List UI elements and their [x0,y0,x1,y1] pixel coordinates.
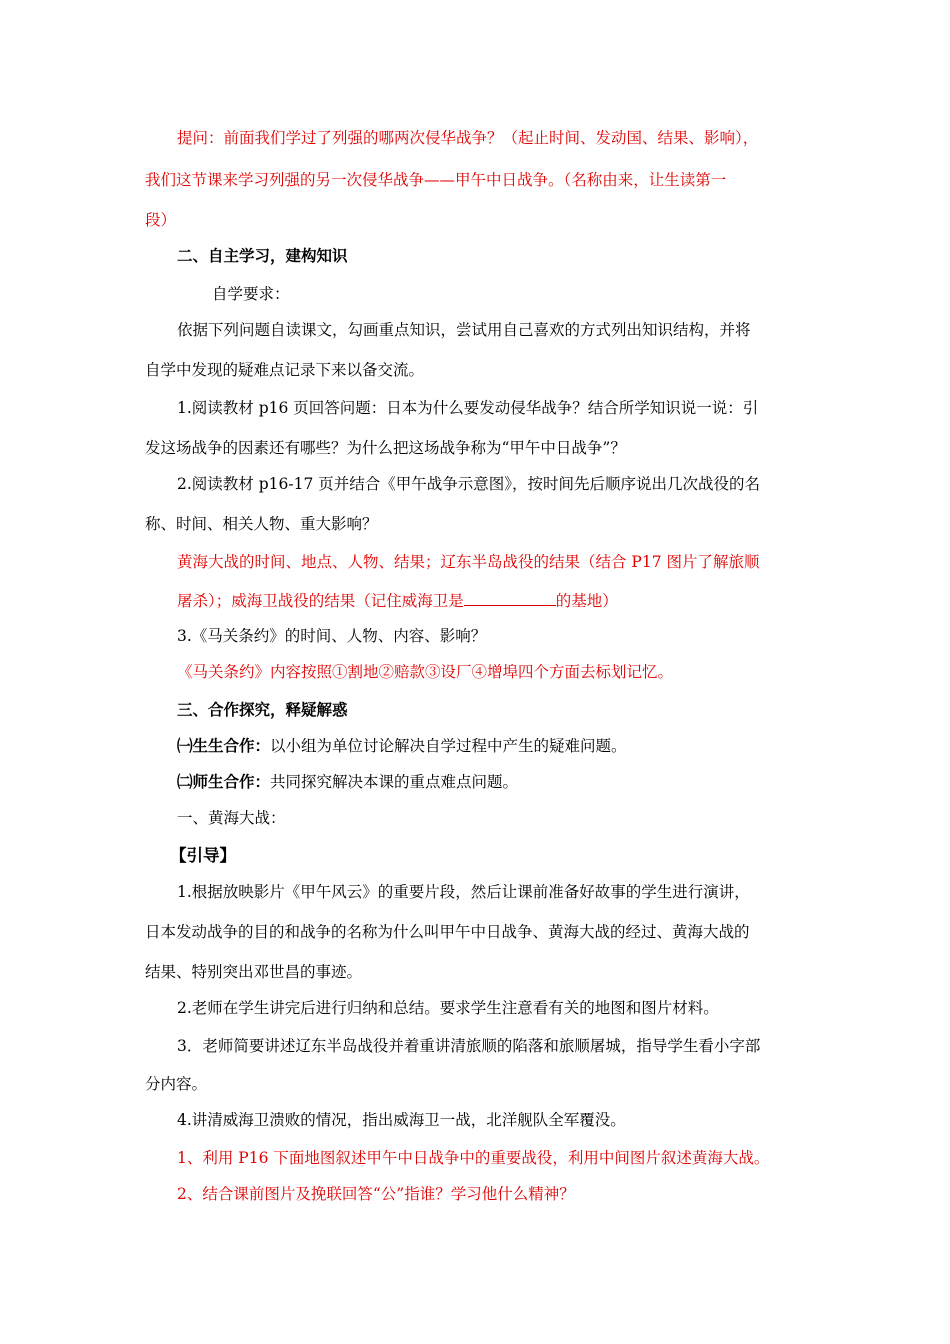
guide-1-line-1: 1.根据放映影片《甲午风云》的重要片段，然后让课前准备好故事的学生进行演讲， [177,883,750,901]
cooperation-2 [177,772,518,792]
section-heading-2: 二、自主学习，建构知识 [177,247,348,265]
emphasis-1-line-1: 黄海大战的时间、地点、人物、结果；辽东半岛战役的结果（结合 P17 图片了解旅顺 [177,553,760,571]
item-3: 3.《马关条约》的时间、人物、内容、影响？ [177,627,487,645]
requirement-line-1: 依据下列问题自读课文，勾画重点知识，尝试用自己喜欢的方式列出知识结构，并将 [177,321,751,339]
requirement-line-2: 自学中发现的疑难点记录下来以备交流。 [145,361,425,379]
emphasis-1-line-2 [177,590,618,611]
guide-label: 【引导】 [170,846,236,865]
guide-4: 4.讲清威海卫溃败的情况，指出威海卫一战，北洋舰队全军覆没。 [177,1111,626,1129]
emphasis-3: 1、利用 P16 下面地图叙述甲午中日战争中的重要战役，利用中间图片叙述黄海大战。 [177,1149,770,1167]
requirement-label: 自学要求： [212,285,290,303]
section-heading-3: 三、合作探究，释疑解惑 [177,701,348,719]
question-line-3: 段） [145,211,177,229]
guide-3-line-2: 分内容。 [145,1075,208,1093]
question-line-1: 提问：前面我们学过了列强的哪两次侵华战争？（起止时间、发动国、结果、影响）， [177,129,759,147]
emphasis-2: 《马关条约》内容按照①割地②赔款③设厂④增埠四个方面去标划记忆。 [177,663,674,681]
item-2-line-2: 称、时间、相关人物、重大影响？ [145,515,378,533]
emphasis-1-prefix: 屠杀）；威海卫战役的结果（记住威海卫是 [177,592,464,610]
cooperation-1 [177,736,627,756]
cooperation-1-text: 以小组为单位讨论解决自学过程中产生的疑难问题。 [270,737,627,755]
item-1-line-2: 发这场战争的因素还有哪些？为什么把这场战争称为“甲午中日战争”？ [145,439,626,457]
cooperation-1-label: ㈠生生合作： [177,737,271,755]
guide-2: 2.老师在学生讲完后进行归纳和总结。要求学生注意看有关的地图和图片材料。 [177,999,719,1017]
subsection-title: 一、黄海大战： [177,809,286,827]
guide-1-line-3: 结果、特别突出邓世昌的事迹。 [145,963,363,981]
fill-blank [464,590,556,606]
item-1-line-1: 1.阅读教材 p16 页回答问题：日本为什么要发动侵华战争？结合所学知识说一说：引 [177,399,759,417]
question-line-2: 我们这节课来学习列强的另一次侵华战争——甲午中日战争。（名称由来，让生读第一 [145,171,727,189]
emphasis-1-suffix: 的基地） [555,592,618,610]
cooperation-2-label: ㈡师生合作： [177,773,271,791]
item-2-line-1: 2.阅读教材 p16-17 页并结合《甲午战争示意图》，按时间先后顺序说出几次战役的名 [177,475,761,493]
guide-1-line-2: 日本发动战争的目的和战争的名称为什么叫甲午中日战争、黄海大战的经过、黄海大战的 [145,923,750,941]
emphasis-4: 2、结合课前图片及挽联回答“公”指谁？学习他什么精神？ [177,1185,575,1203]
guide-3-line-1: 3．老师简要讲述辽东半岛战役并着重讲清旅顺的陷落和旅顺屠城，指导学生看小字部 [177,1037,761,1055]
cooperation-2-text: 共同探究解决本课的重点难点问题。 [270,773,519,791]
